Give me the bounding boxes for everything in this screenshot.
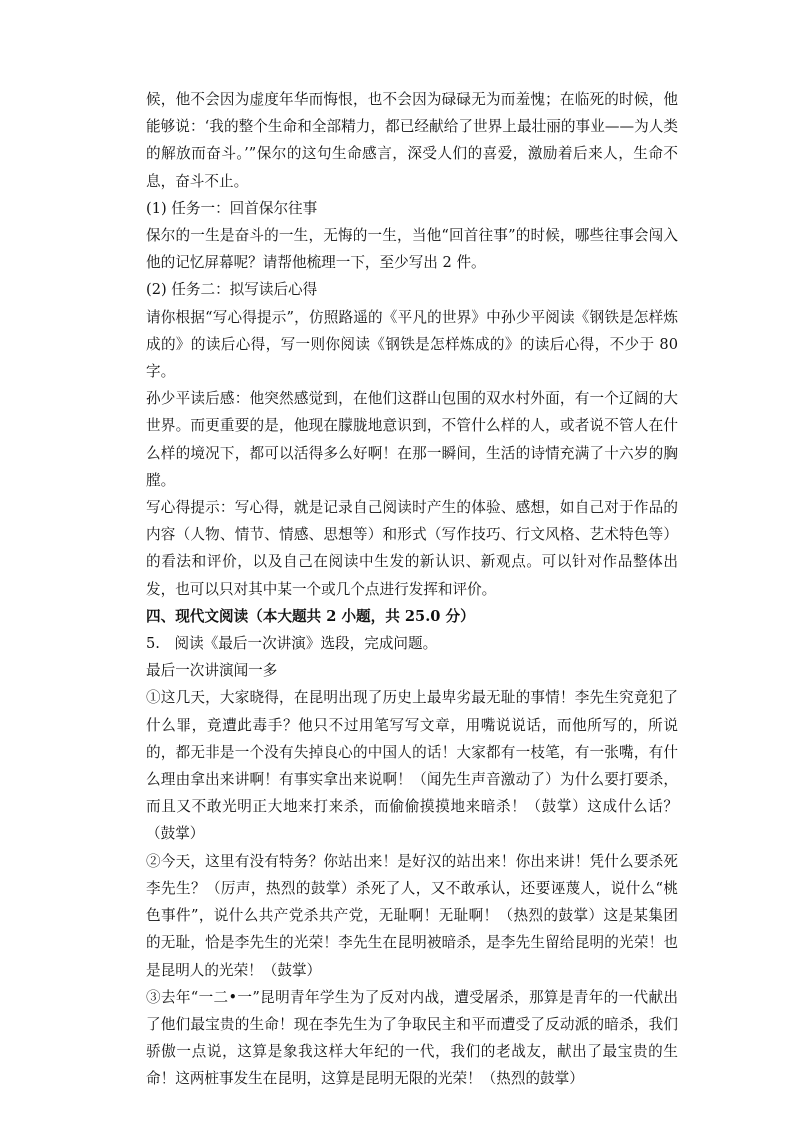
passage-paragraph-1: ①这几天，大家晓得，在昆明出现了历史上最卑劣最无耻的事情！李先生究竟犯了什么罪，竟遭此毒手？他只不过用笔写写文章，用嘴说说话，而他所写的，所说的，都无非是一个没有失掉良心的中国人的话！大家都有一枝笔，有一张嘴，有什么理由拿出来讲啊！有事实拿出来说啊！（闻先生声音激动了）为什么要打要杀，而且又不敢光明正大地来打来杀，而偷偷摸摸地来暗杀！（鼓掌）这成什么话？（鼓掌） [146,689,678,843]
task-two-body: 请你根据“写心得提示”，仿照路遥的《平凡的世界》中孙少平阅读《钢铁是怎样炼成的》的读后心得，写一则你阅读《钢铁是怎样炼成的》的读后心得，不少于 80 字。 [146,308,678,381]
writing-tips: 写心得提示：写心得，就是记录自己阅读时产生的体验、感想，如自己对于作品的内容（人物、情节、情感、思想等）和形式（写作技巧、行文风格、艺术特色等）的看法和评价，以及自己在阅读中生发的新认识、新观点。可以针对作品整体出发，也可以只对其中某一个或几个点进行发挥和评价。 [146,499,678,598]
task-one-title: (1) 任务一：回首保尔往事 [146,199,318,217]
section-four-heading: 四、现代文阅读（本大题共 2 小题，共 25.0 分） [146,607,475,625]
sun-shaoping-reflection: 孙少平读后感：他突然感觉到，在他们这群山包围的双水村外面，有一个辽阔的大世界。而更重要的是，他现在朦胧地意识到，不管什么样的人，或者说不管人在什么样的境况下，都可以活得多么好啊！在那一瞬间，生活的诗情充满了十六岁的胸膛。 [146,390,678,489]
passage-paragraph-3: ③去年“一二•一”昆明青年学生为了反对内战，遭受屠杀，那算是青年的一代献出了他们最宝贵的生命！现在李先生为了争取民主和平而遭受了反动派的暗杀，我们骄傲一点说，这算是象我这样大年纪的一代，我们的老战友，献出了最宝贵的生命！这两桩事发生在昆明，这算是昆明无限的光荣！（热烈的鼓掌） [146,988,678,1088]
passage-title: 最后一次讲演闻一多 [146,662,278,680]
question-five-prompt: 5. 阅读《最后一次讲演》选段，完成问题。 [146,635,438,653]
task-one-body: 保尔的一生是奋斗的一生，无悔的一生，当他“回首往事”的时候，哪些往事会闯入他的记忆屏幕呢？请帮他梳理一下，至少写出 2 件。 [146,227,678,272]
document-page [146,86,678,1093]
intro-quote-paragraph: 候，他不会因为虚度年华而悔恨，也不会因为碌碌无为而羞愧；在临死的时候，他能够说：‘我的整个生命和全部精力，都已经献给了世界上最壮丽的事业——为人类的解放而奋斗。’”保尔的这句生命感言，深受人们的喜爱，激励着后来人，生命不息，奋斗不止。 [146,91,678,190]
passage-paragraph-2: ②今天，这里有没有特务？你站出来！是好汉的站出来！你出来讲！凭什么要杀死李先生？（厉声，热烈的鼓掌）杀死了人，又不敢承认，还要诬蔑人，说什么“桃色事件”，说什么共产党杀共产党，无耻啊！无耻啊！（热烈的鼓掌）这是某集团的无耻，恰是李先生的光荣！李先生在昆明被暗杀，是李先生留给昆明的光荣！也是昆明人的光荣！（鼓掌） [146,852,678,979]
task-two-title: (2) 任务二：拟写读后心得 [146,281,318,299]
